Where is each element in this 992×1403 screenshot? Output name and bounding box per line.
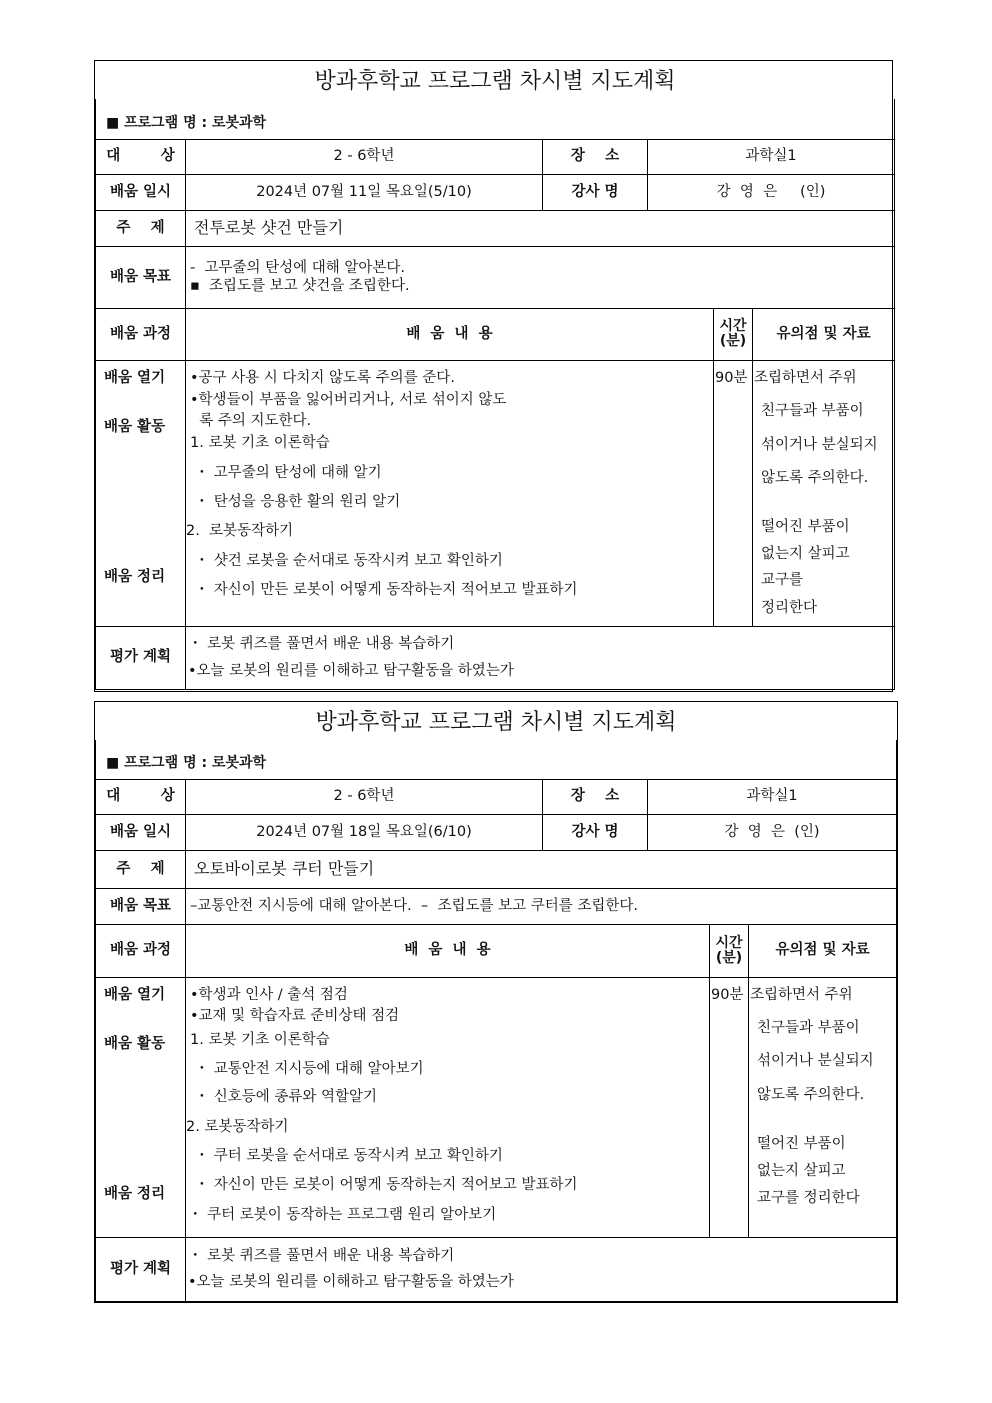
time-header: 시간 bbox=[719, 318, 747, 335]
content-line: •학생들이 부품을 잃어버리거나, 서로 섞이지 않도 bbox=[190, 391, 507, 408]
topic-label: 주 제 bbox=[96, 850, 186, 888]
plan-table bbox=[95, 61, 895, 690]
time-value: 90분 bbox=[711, 986, 744, 1003]
topic-value: 오토바이로봇 쿠터 만들기 bbox=[186, 850, 897, 888]
content-line: 2. 로봇동작하기 bbox=[186, 1118, 289, 1135]
note-line: 교구를 bbox=[761, 571, 804, 588]
eval-line: ・ 로봇 퀴즈를 풀면서 배운 내용 복습하기 bbox=[188, 1247, 455, 1264]
place-label: 장 소 bbox=[543, 779, 648, 814]
eval-line: •오늘 로봇의 원리를 이해하고 탐구활동을 하였는가 bbox=[188, 662, 514, 679]
content-line: ・ 샷건 로봇을 순서대로 동작시켜 보고 확인하기 bbox=[190, 552, 503, 569]
target-label: 대 상 bbox=[96, 139, 186, 174]
target-label: 대 상 bbox=[96, 779, 186, 814]
content-line: ・ 쿠터 로봇을 순서대로 동작시켜 보고 확인하기 bbox=[190, 1147, 503, 1164]
note-line: 정리한다 bbox=[761, 599, 818, 616]
target-value: 2 - 6학년 bbox=[186, 779, 543, 814]
stage-activity: 배움 활동 bbox=[104, 1035, 166, 1052]
content-line: ・ 고무줄의 탄성에 대해 알기 bbox=[190, 464, 382, 481]
content-header: 배 움 내 용 bbox=[186, 924, 710, 977]
stage-close: 배움 정리 bbox=[104, 568, 166, 585]
goal-item: –교통안전 지시등에 대해 알아본다. – 조립도를 보고 쿠터를 조립한다. bbox=[186, 888, 897, 924]
time-value: 90분 bbox=[715, 369, 748, 386]
stage-close: 배움 정리 bbox=[104, 1185, 166, 1202]
content-line: •학생과 인사 / 출석 점검 bbox=[190, 986, 348, 1003]
process-label: 배움 과정 bbox=[96, 924, 186, 977]
process-label: 배움 과정 bbox=[96, 308, 186, 360]
note-line: 섞이거나 분실되지 bbox=[761, 436, 878, 453]
time-header-unit: (분) bbox=[715, 949, 743, 966]
teacher-label: 강사 명 bbox=[543, 174, 648, 210]
note-line: 교구를 정리한다 bbox=[757, 1189, 860, 1206]
note-line: 없는지 살피고 bbox=[757, 1162, 846, 1179]
goal-item: - 고무줄의 탄성에 대해 알아본다. bbox=[190, 259, 405, 276]
content-line: ・ 교통안전 지시등에 대해 알아보기 bbox=[190, 1060, 424, 1077]
note-line: 않도록 주의한다. bbox=[761, 469, 869, 486]
target-value: 2 - 6학년 bbox=[186, 139, 543, 174]
date-value: 2024년 07월 11일 목요일(5/10) bbox=[186, 174, 543, 210]
lesson-plan-2 bbox=[94, 701, 898, 1303]
note-line: 조립하면서 주위 bbox=[754, 369, 857, 386]
note-line: 떨어진 부품이 bbox=[761, 518, 850, 535]
note-line: 친구들과 부품이 bbox=[757, 1019, 860, 1036]
notes-header: 유의점 및 자료 bbox=[749, 924, 897, 977]
content-line: ・ 자신이 만든 로봇이 어떻게 동작하는지 적어보고 발표하기 bbox=[190, 1176, 578, 1193]
place-value: 과학실1 bbox=[648, 139, 895, 174]
topic-label: 주 제 bbox=[96, 210, 186, 246]
eval-label: 평가 계획 bbox=[96, 626, 186, 689]
goal-label: 배움 목표 bbox=[96, 246, 186, 308]
content-line: •공구 사용 시 다치지 않도록 주의를 준다. bbox=[190, 369, 455, 386]
content-line: ・ 자신이 만든 로봇이 어떻게 동작하는지 적어보고 발표하기 bbox=[190, 581, 578, 598]
eval-line: •오늘 로봇의 원리를 이해하고 탐구활동을 하였는가 bbox=[188, 1274, 514, 1290]
time-header: 시간 bbox=[715, 934, 743, 951]
content-header: 배 움 내 용 bbox=[186, 308, 714, 360]
eval-line: ・ 로봇 퀴즈를 풀면서 배운 내용 복습하기 bbox=[188, 636, 455, 653]
time-header-unit: (분) bbox=[719, 333, 747, 349]
plan-table bbox=[95, 702, 897, 1302]
content-line: 2. 로봇동작하기 bbox=[186, 522, 294, 539]
lesson-plan-1 bbox=[94, 60, 893, 692]
note-line: 조립하면서 주위 bbox=[750, 986, 853, 1003]
date-label: 배움 일시 bbox=[96, 814, 186, 850]
place-label: 장 소 bbox=[543, 139, 648, 174]
content-line: 록 주의 지도한다. bbox=[190, 412, 312, 429]
topic-value: 전투로봇 샷건 만들기 bbox=[186, 210, 895, 246]
date-value: 2024년 07월 18일 목요일(6/10) bbox=[186, 814, 543, 850]
teacher-value: 강 영 은 (인) bbox=[648, 174, 895, 210]
note-line: 섞이거나 분실되지 bbox=[757, 1052, 874, 1069]
place-value: 과학실1 bbox=[648, 779, 897, 814]
note-line: 떨어진 부품이 bbox=[757, 1135, 846, 1152]
stage-open: 배움 열기 bbox=[104, 986, 166, 1003]
goal-label: 배움 목표 bbox=[96, 888, 186, 924]
note-line: 않도록 주의한다. bbox=[757, 1086, 865, 1103]
content-line: 1. 로봇 기초 이론학습 bbox=[190, 434, 330, 451]
program-name: ■ 프로그램 명 : 로봇과학 bbox=[96, 99, 895, 139]
teacher-value: 강 영 은 (인) bbox=[648, 814, 897, 850]
note-line: 없는지 살피고 bbox=[761, 545, 850, 562]
content-line: ・ 탄성을 응용한 활의 원리 알기 bbox=[190, 493, 401, 510]
stage-open: 배움 열기 bbox=[104, 369, 166, 386]
content-line: •교재 및 학습자료 준비상태 점검 bbox=[190, 1007, 400, 1024]
note-line: 친구들과 부품이 bbox=[761, 402, 864, 419]
teacher-label: 강사 명 bbox=[543, 814, 648, 850]
stage-activity: 배움 활동 bbox=[104, 418, 166, 435]
goal-item: ▪ 조립도를 보고 샷건을 조립한다. bbox=[190, 278, 410, 294]
program-name: ■ 프로그램 명 : 로봇과학 bbox=[96, 740, 897, 779]
content-line: ・ 쿠터 로봇이 동작하는 프로그램 원리 알아보기 bbox=[188, 1206, 497, 1223]
eval-label: 평가 계획 bbox=[96, 1237, 186, 1301]
plan-title: 방과후학교 프로그램 차시별 지도계획 bbox=[314, 69, 676, 95]
date-label: 배움 일시 bbox=[96, 174, 186, 210]
notes-header: 유의점 및 자료 bbox=[753, 308, 895, 360]
content-line: ・ 신호등에 종류와 역할알기 bbox=[190, 1088, 378, 1105]
content-line: 1. 로봇 기초 이론학습 bbox=[190, 1031, 330, 1048]
plan-title: 방과후학교 프로그램 차시별 지도계획 bbox=[315, 710, 677, 736]
